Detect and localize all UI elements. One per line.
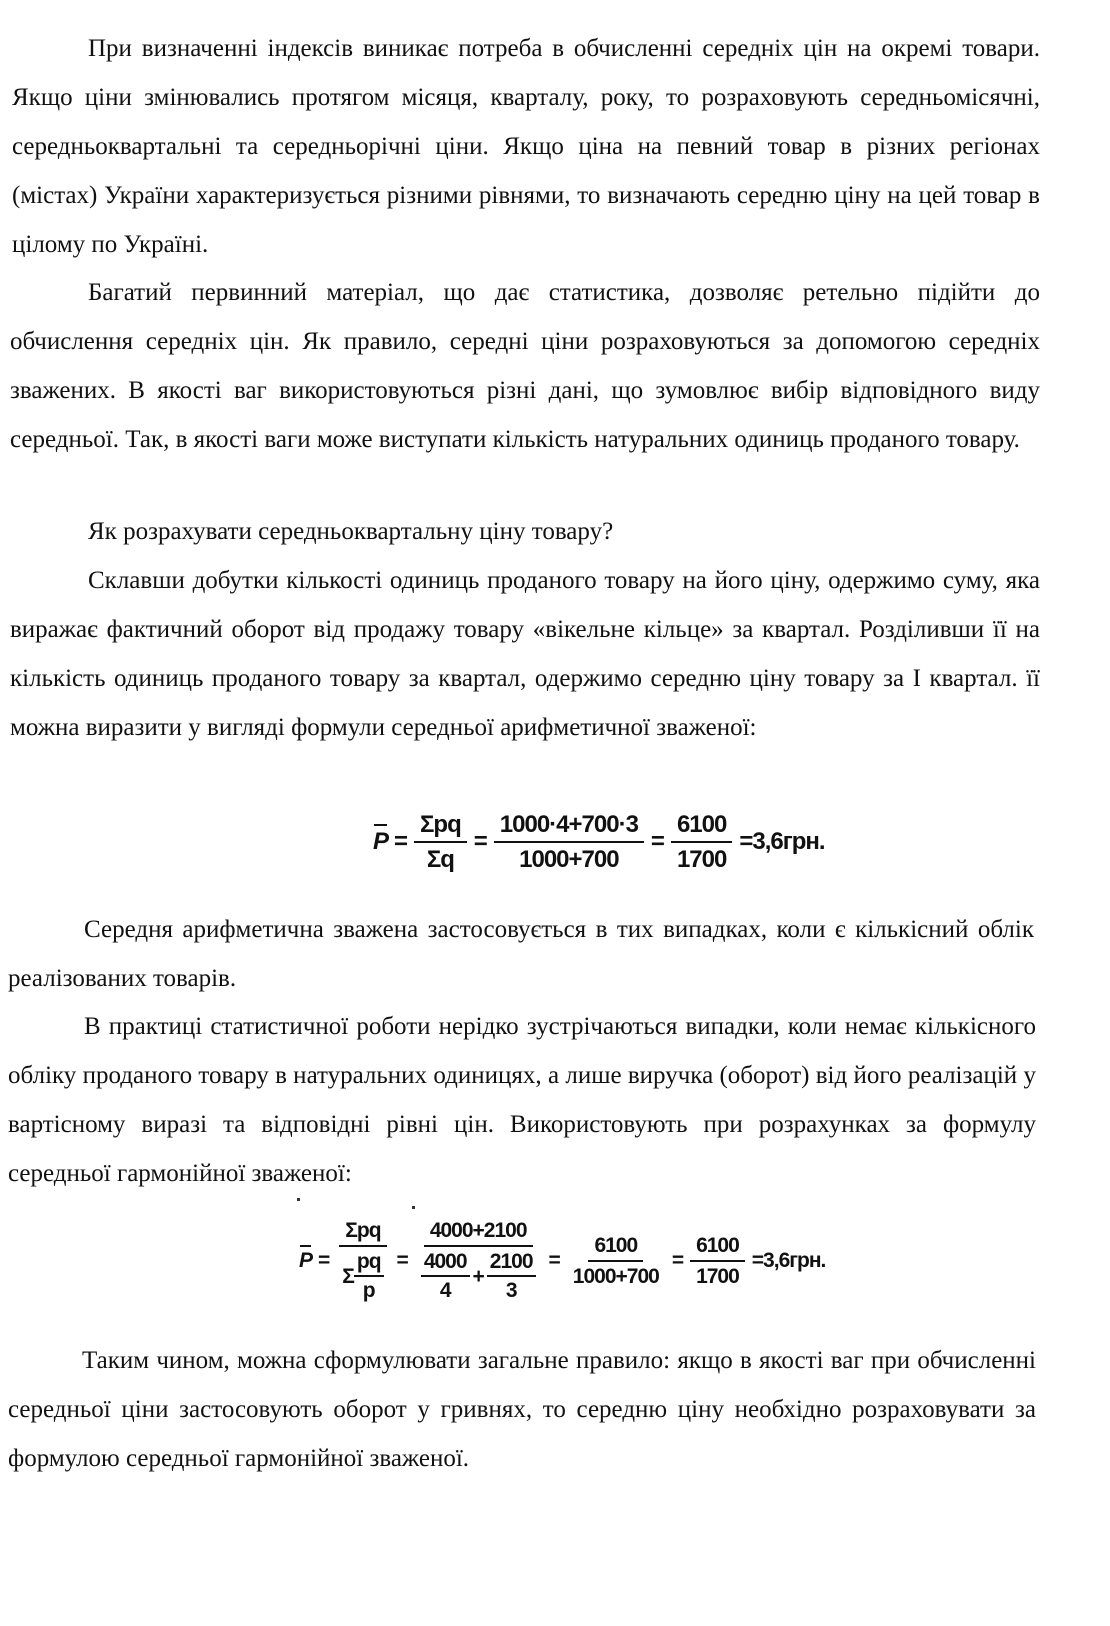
formula-inner-fraction — [421, 1250, 470, 1303]
formula-denominator: 1700 — [696, 1264, 739, 1288]
paragraph-price-indices: При визначенні індексів виникає потреба в обчисленні середніх цін на окремі товари. Якщо ціни змінювались протягом місяця, кварталу, року, то розраховують середньомісячні, середньоквартальні та середньорічні ціни. Якщо ціна на певний товар в різних регіонах (містах) України характеризується різними рівнями, то визначають середню ціну на цей товар в цілому по Україні. — [12, 35, 1040, 258]
formula-fraction — [414, 811, 467, 874]
formula-inner-denominator: p — [362, 1279, 375, 1302]
formula-fraction — [671, 811, 732, 874]
formula-equals-sign: = — [394, 828, 408, 855]
formula-denominator: 1000+700 — [519, 845, 619, 873]
formula-numerator: 6100 — [690, 1234, 745, 1262]
formula-sigma: Σ — [342, 1264, 354, 1288]
formula-numerator: 6100 — [588, 1234, 643, 1262]
formula-numerator: 6100 — [671, 811, 732, 843]
paragraph-question: Як розрахувати середньоквартальну ціну товару? — [88, 518, 614, 545]
formula-average-price-symbol: P — [373, 828, 389, 855]
formula-inner-numerator: 4000 — [421, 1250, 470, 1277]
formula-equals-sign: = — [671, 1249, 684, 1272]
formula-denominator: Σq — [426, 845, 454, 873]
formula-fraction — [567, 1234, 665, 1289]
formula-fraction — [494, 811, 644, 874]
scan-speck — [297, 1198, 300, 1201]
formula-inner-denominator: 4 — [439, 1279, 451, 1302]
formula-fraction — [336, 1219, 389, 1303]
formula-harmonic-weighted-mean — [296, 1206, 828, 1316]
formula-numerator: Σpq — [339, 1219, 386, 1247]
formula-inner-fraction — [354, 1250, 384, 1303]
formula-equals-sign: = — [650, 828, 664, 855]
formula-denominator — [415, 1247, 542, 1303]
formula-average-price-symbol: P — [299, 1249, 313, 1272]
formula-equals-sign: = — [548, 1249, 560, 1272]
formula-equals-sign: = — [396, 1249, 408, 1272]
formula-fraction — [690, 1234, 745, 1289]
paragraph-arithmetic-usage: Середня арифметична зважена застосовується в тих випадках, коли є кількісний облік реалізованих товарів. — [8, 916, 1034, 992]
formula-denominator: 1000+700 — [572, 1264, 659, 1288]
paragraph-quarterly-price: Склавши добутки кількості одиниць проданого товару на його ціну, одержимо суму, яка виражає фактичний оборот від продажу товару «вікельне кільце» за квартал. Розділивши її на кількість одиниць проданого товару за квартал, одержимо середню ціну товару за I квартал. її можна виразити у вигляді формули середньої арифметичної зваженої: — [10, 567, 1040, 741]
formula-equals-sign: = — [318, 1249, 330, 1272]
formula-fraction — [415, 1219, 542, 1303]
formula-numerator: 4000+2100 — [424, 1219, 533, 1247]
formula-inner-numerator: 2100 — [487, 1250, 536, 1277]
formula-arithmetic-weighted-mean — [370, 792, 828, 892]
formula-inner-numerator: pq — [354, 1250, 384, 1277]
formula-denominator: 1700 — [676, 845, 727, 873]
formula-numerator: 1000·4+700·3 — [494, 811, 644, 843]
formula-inner-denominator: 3 — [505, 1279, 517, 1302]
formula-denominator — [336, 1247, 389, 1303]
formula-equals-sign: = — [473, 828, 487, 855]
paragraph-harmonic-usage: В практиці статистичної роботи нерідко зустрічаються випадки, коли немає кількісного обліку проданого товару в натуральних одиницях, а лише виручка (оборот) від його реалізацій у вартісному виразі та відповідні рівні цін. Використовують при розрахунках за формулу середньої гармонійної зваженої: — [8, 1013, 1036, 1187]
paragraph-weighted-averages: Багатий первинний матеріал, що дає статистика, дозволяє ретельно підійти до обчислення середніх цін. Як правило, середні ціни розраховуються за допомогою середніх зважених. В якості ваг використовуються різні дані, що зумовлює вибір відповідного виду середньої. Так, в якості ваги може виступати кількість натуральних одиниць проданого товару. — [10, 279, 1040, 453]
formula-plus-sign: + — [472, 1264, 484, 1288]
formula-result: =3,6грн. — [751, 1249, 826, 1272]
formula-result: =3,6грн. — [739, 828, 825, 855]
formula-inner-fraction — [487, 1250, 536, 1303]
paragraph-general-rule: Таким чином, можна сформулювати загальне правило: якщо в якості ваг при обчисленні середньої ціни застосовують оборот у гривнях, то середню ціну необхідно розраховувати за формулою середньої гармонійної зваженої. — [8, 1347, 1036, 1472]
formula-numerator: Σpq — [414, 811, 467, 843]
